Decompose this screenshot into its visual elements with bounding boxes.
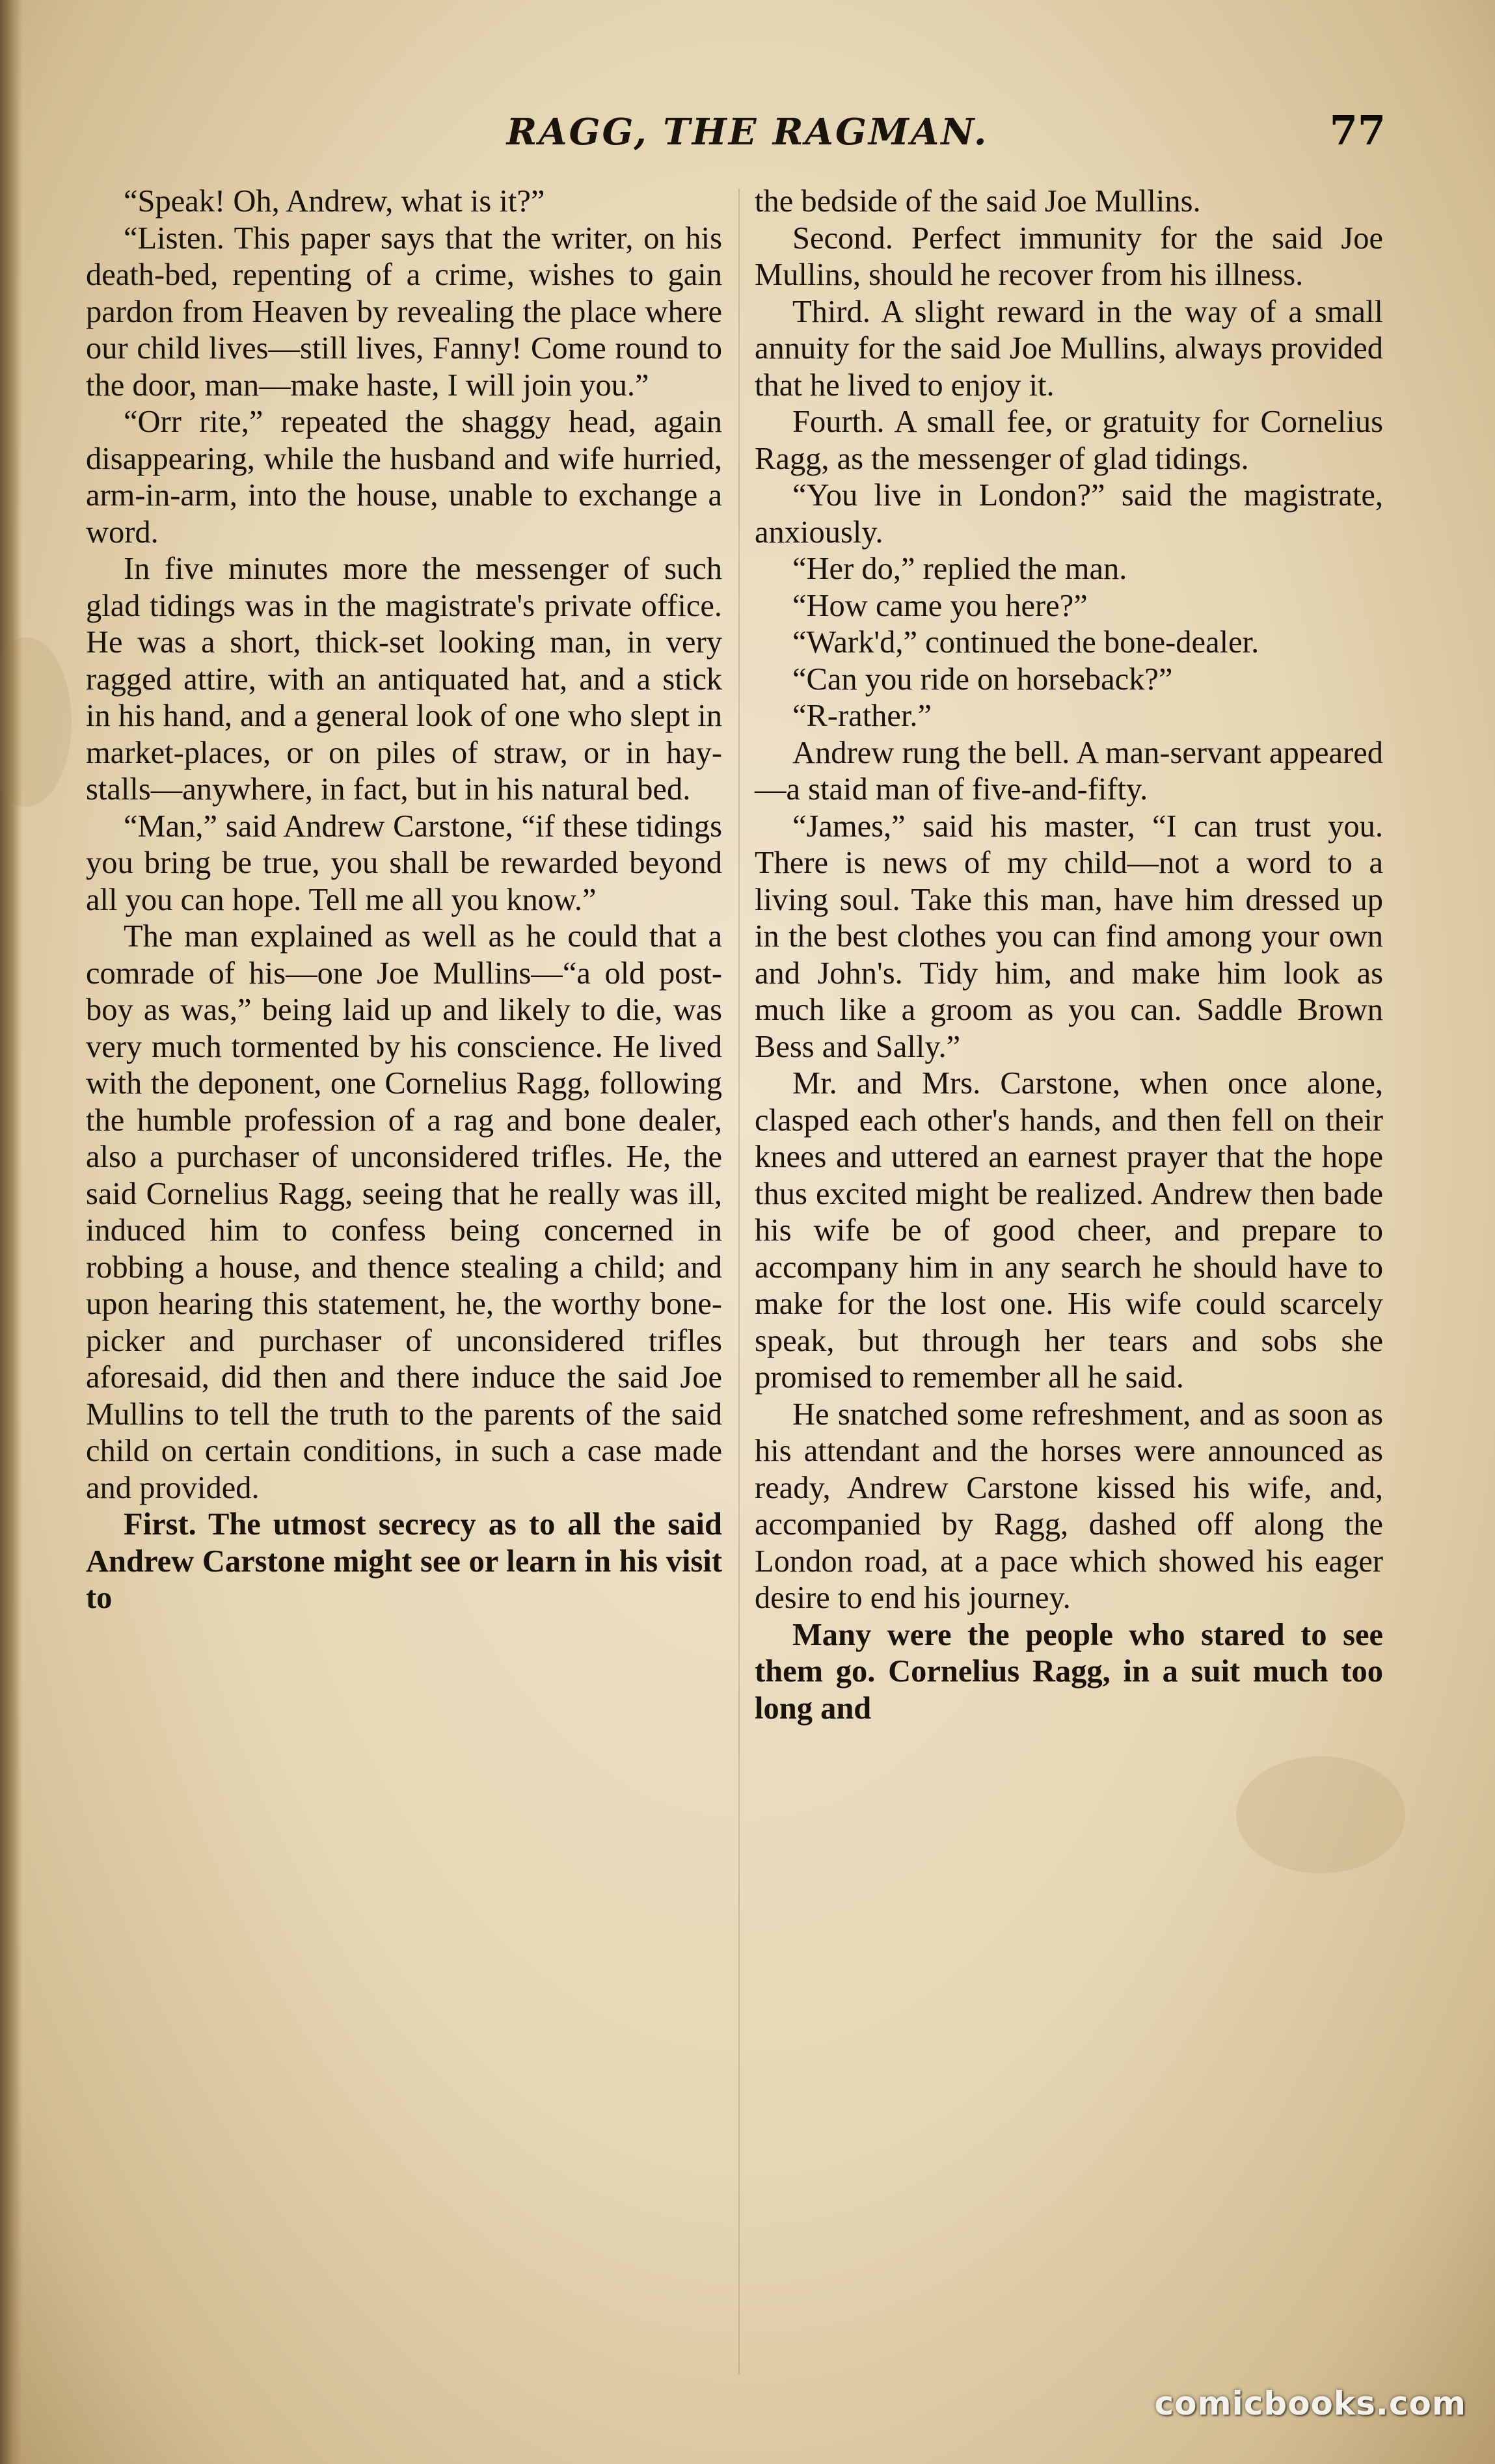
paragraph: Mr. and Mrs. Carstone, when once alone, clasped each other's hands, and then fell on their knees and uttered an earnest prayer that the hope thus excited might be realized. Andrew then bade his wife be of good cheer, and prepare to accompany him in any search he should have to make for the lost one. His wife could scarcely speak, but through her tears and sobs she promised to remember all he said.: [755, 1066, 1383, 1395]
page-header: [0, 104, 1495, 163]
right-column: [755, 183, 1383, 2382]
paragraph: “You live in London?” said the magistrate, anxiously.: [755, 478, 1383, 550]
paragraph: “Can you ride on horseback?”: [792, 662, 1173, 697]
page-number: 77: [1329, 107, 1386, 154]
paper-stain: [0, 637, 72, 807]
paragraph: Many were the people who stared to see them go. Cornelius Ragg, in a suit much too long and: [755, 1617, 1383, 1726]
paragraph: The man explained as well as he could that a comrade of his—one Joe Mullins—“a old post-boy as was,” being laid up and likely to die, was very much tormented by his conscience. He lived with the deponent, one Cornelius Ragg, following the humble profession of a rag and bone dealer, also a purchaser of unconsidered trifles. He, the said Cornelius Ragg, seeing that he really was ill, induced him to confess being concerned in robbing a house, and thence stealing a child; and upon hearing this statement, he, the worthy bone-picker and purchaser of unconsidered trifles aforesaid, did then and there induce the said Joe Mullins to tell the truth to the parents of the said child on certain conditions, in such a case made and provided.: [86, 919, 722, 1505]
paragraph: Third. A slight reward in the way of a small annuity for the said Joe Mullins, always provided that he lived to enjoy it.: [755, 294, 1383, 403]
paragraph: “How came you here?”: [792, 588, 1088, 623]
paragraph: In five minutes more the messenger of such glad tidings was in the magistrate's private office. He was a short, thick-set looking man, in very ragged attire, with an antiquated hat, and a stick in his hand, and a general look of one who slept in market-places, or on piles of straw, or in hay-stalls—anywhere, in fact, but in his natural bed.: [86, 552, 722, 807]
paragraph: Fourth. A small fee, or gratuity for Cornelius Ragg, as the messenger of glad tidings.: [755, 405, 1383, 476]
paragraph: “Her do,” replied the man.: [792, 552, 1127, 586]
paragraph: “Speak! Oh, Andrew, what is it?”: [124, 184, 545, 219]
paragraph: “James,” said his master, “I can trust you. There is news of my child—not a word to a living soul. Take this man, have him dressed up in the best clothes you can find among your own and John's. Tidy him, and make him look as much like a groom as you can. Saddle Brown Bess and Sally.”: [755, 809, 1383, 1064]
paragraph: Second. Perfect immunity for the said Joe Mullins, should he recover from his illness.: [755, 221, 1383, 292]
paragraph: “Man,” said Andrew Carstone, “if these tidings you bring be true, you shall be rewarded beyond all you can hope. Tell me all you know.”: [86, 809, 722, 917]
paragraph: “R-rather.”: [792, 699, 932, 733]
page-edge-shadow: [0, 0, 22, 2464]
column-gutter: [738, 189, 740, 2374]
left-column: [86, 183, 722, 2382]
paragraph: “Orr rite,” repeated the shaggy head, again disappearing, while the husband and wife hurried, arm-in-arm, into the house, unable to exchange a word.: [86, 405, 722, 550]
paragraph: “Listen. This paper says that the writer, on his death-bed, repenting of a crime, wishes to gain pardon from Heaven by revealing the place where our child lives—still lives, Fanny! Come round to the door, man—make haste, I will join you.”: [86, 221, 722, 403]
paragraph: Andrew rung the bell. A man-servant appeared—a staid man of five-and-fifty.: [755, 735, 1383, 807]
running-title: RAGG, THE RAGMAN.: [506, 111, 989, 154]
paragraph: First. The utmost secrecy as to all the said Andrew Carstone might see or learn in his visit to: [86, 1507, 722, 1615]
paragraph: He snatched some refreshment, and as soon as his attendant and the horses were announced as ready, Andrew Carstone kissed his wife, and, accompanied by Ragg, dashed off along the London road, at a pace which showed his eager desire to end his journey.: [755, 1397, 1383, 1615]
paragraph: the bedside of the said Joe Mullins.: [755, 184, 1201, 219]
paragraph: “Wark'd,” continued the bone-dealer.: [792, 625, 1259, 660]
watermark-link[interactable]: comicbooks.com: [1154, 2385, 1466, 2422]
